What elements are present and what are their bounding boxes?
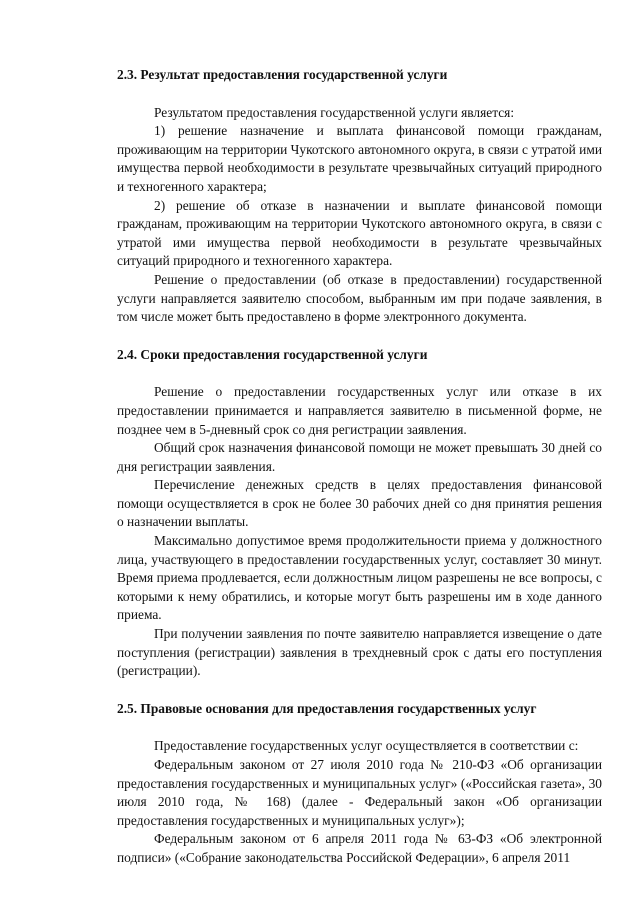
paragraph: Перечисление денежных средств в целях предоставления финансовой помощи осуществляется в срок не более 30 рабочих дней со дня принятия решения о назначении выплаты. xyxy=(117,477,602,530)
section-2-3 xyxy=(117,66,602,327)
section-heading: 2.5. Правовые основания для предоставления государственных услуг xyxy=(117,700,537,716)
paragraph: Решение о предоставлении (об отказе в предоставлении) государственной услуги направляется заявителю способом, выбранным им при подаче заявления, в том числе может быть предоставлено в форме электронного документа. xyxy=(117,271,602,325)
paragraph: При получении заявления по почте заявителю направляется извещение о дате поступления (регистрации) заявления в трехдневный срок с даты его поступления (регистрации). xyxy=(117,626,602,679)
paragraph: 2) решение об отказе в назначении и выплате финансовой помощи гражданам, проживающим на территории Чукотского автономного округа, в связи с утратой ими имущества первой необходимости в результате чрезвычайных ситуаций природного и техногенного характера. xyxy=(117,197,602,269)
section-heading: 2.4. Сроки предоставления государственной услуги xyxy=(117,346,428,362)
section-2-5 xyxy=(117,700,602,868)
paragraph: Федеральным законом от 6 апреля 2011 года № 63-ФЗ «Об электронной подписи» («Собрание законодательства Российской Федерации», 6 апреля 2011 xyxy=(117,831,602,865)
paragraph: Решение о предоставлении государственных услуг или отказе в их предоставлении принимается и направляется заявителю в письменной форме, не позднее чем в 5-дневный срок со дня регистрации заявления. xyxy=(117,384,602,437)
paragraph: Предоставление государственных услуг осуществляется в соответствии с: xyxy=(154,738,579,754)
paragraph: Максимально допустимое время продолжительности приема у должностного лица, участвующего в предоставлении государственных услуг, составляет 30 минут. Время приема продлевается, если должностным лицом разрешены не все вопросы, с которыми к нему обратились, и которые могут быть разрешены им в ходе данного приема. xyxy=(117,533,602,623)
paragraph: 1) решение назначение и выплата финансовой помощи гражданам, проживающим на территории Чукотского автономного округа, в связи с утратой ими имущества первой необходимости в результате чрезвычайных ситуаций природного и техногенного характера; xyxy=(117,123,602,194)
paragraph: Общий срок назначения финансовой помощи не может превышать 30 дней со дня регистрации заявления. xyxy=(117,440,602,474)
section-heading: 2.3. Результат предоставления государственной услуги xyxy=(117,67,448,82)
paragraph: Федеральным законом от 27 июля 2010 года № 210-ФЗ «Об организации предоставления государственных и муниципальных услуг» («Российская газета», 30 июля 2010 года, № 168) (далее - Федеральный закон «Об организации предоставления государственных и муниципальных услуг»); xyxy=(117,757,602,828)
paragraph: Результатом предоставления государственной услуги является: xyxy=(154,104,515,120)
document-page xyxy=(117,66,602,868)
section-2-4 xyxy=(117,346,602,681)
